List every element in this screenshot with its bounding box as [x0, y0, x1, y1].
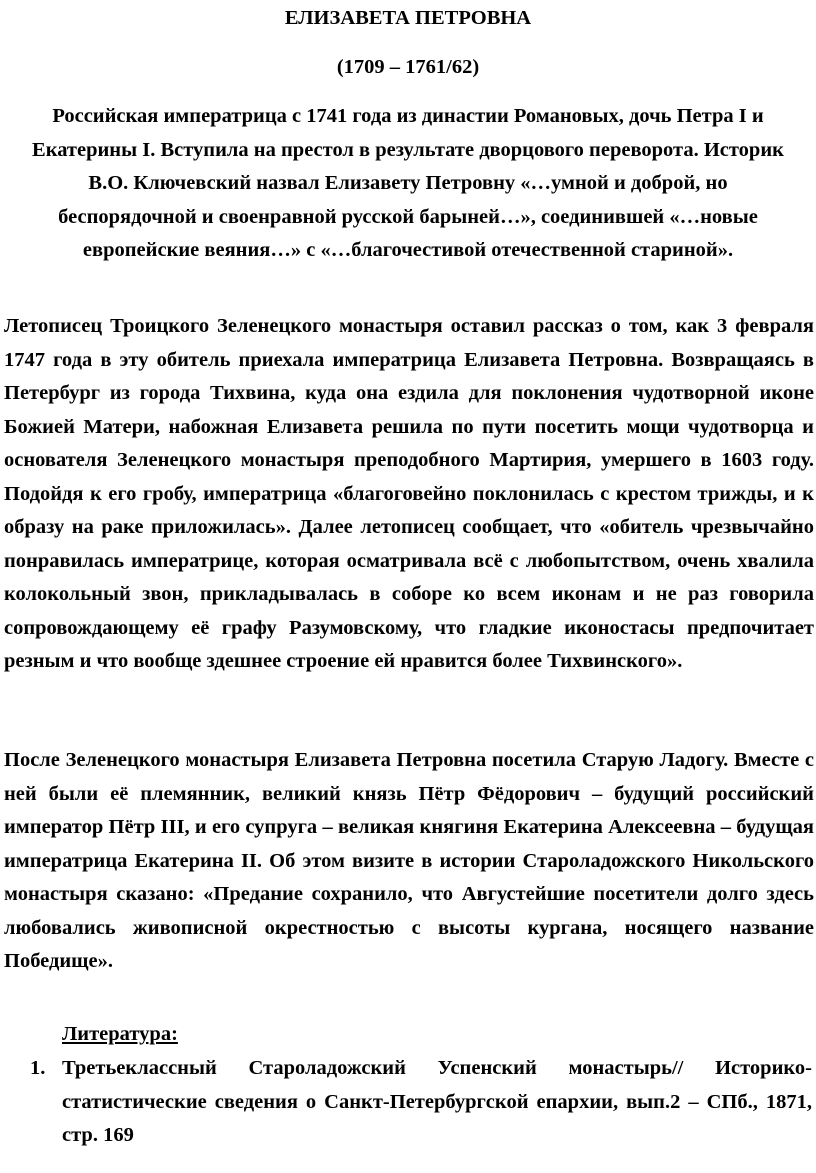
reference-item: [0, 1052, 816, 1153]
document-title: ЕЛИЗАВЕТА ПЕТРОВНА: [284, 7, 532, 29]
body-paragraph: Летописец Троицкого Зеленецкого монастыря оставил рассказ о том, как 3 февраля 1747 года в эту обитель приехала императрица Елизавета Петровна. Возвращаясь в Петербург из города Тихвина, куда она ездила для поклонения чудотворной иконе Божией Матери, набожная Елизавета решила по пути посетить мощи чудотворца и основателя Зеленецкого монастыря преподобного Мартирия, умершего в 1603 году. Подойдя к его гробу, императрица «благоговейно поклонилась с крестом трижды, и к образу на раке приложилась». Далее летописец сообщает, что «обитель чрезвычайно понравилась императрице, которая осматривала всё с любопытством, очень хвалила колокольный звон, прикладывалась в соборе ко всем иконам и не раз говорила сопровождающему её графу Разумовскому, что гладкие иконостасы предпочитает резным и что вообще здешнее строение ей нравится более Тихвинского».: [4, 315, 814, 672]
body-paragraph: После Зеленецкого монастыря Елизавета Петровна посетила Старую Ладогу. Вместе с ней были её племянник, великий князь Пётр Фёдорович – будущий российский император Пётр III, и его супруга – великая княгиня Екатерина Алексеевна – будущая императрица Екатерина II. Об этом визите в истории Староладожского Никольского монастыря сказано: «Предание сохранило, что Августейшие посетители долго здесь любовались живописной окрестностью с высоты кургана, носящего название Победище».: [4, 749, 814, 972]
intro-paragraph: Российская императрица с 1741 года из династии Романовых, дочь Петра I и Екатерины I. Вступила на престол в результате дворцового переворота. Историк В.О. Ключевский назвал Елизавету Петровну «…умной и доброй, но беспорядочной и своенравной русской барыней…», соединившей «…новые европейские веяния…» с «…благочестивой отечественной стариной».: [32, 105, 784, 261]
life-dates: (1709 – 1761/62): [336, 56, 480, 78]
reference-list: [0, 1052, 816, 1153]
reference-text: Третьеклассный Староладожский Успенский монастырь// Историко-статистические сведения о Санкт-Петербургской епархии, вып.2 – СПб., 1871, стр. 169: [62, 1057, 812, 1146]
reference-number: 1.: [30, 1057, 46, 1079]
literature-heading: Литература:: [62, 1023, 178, 1045]
